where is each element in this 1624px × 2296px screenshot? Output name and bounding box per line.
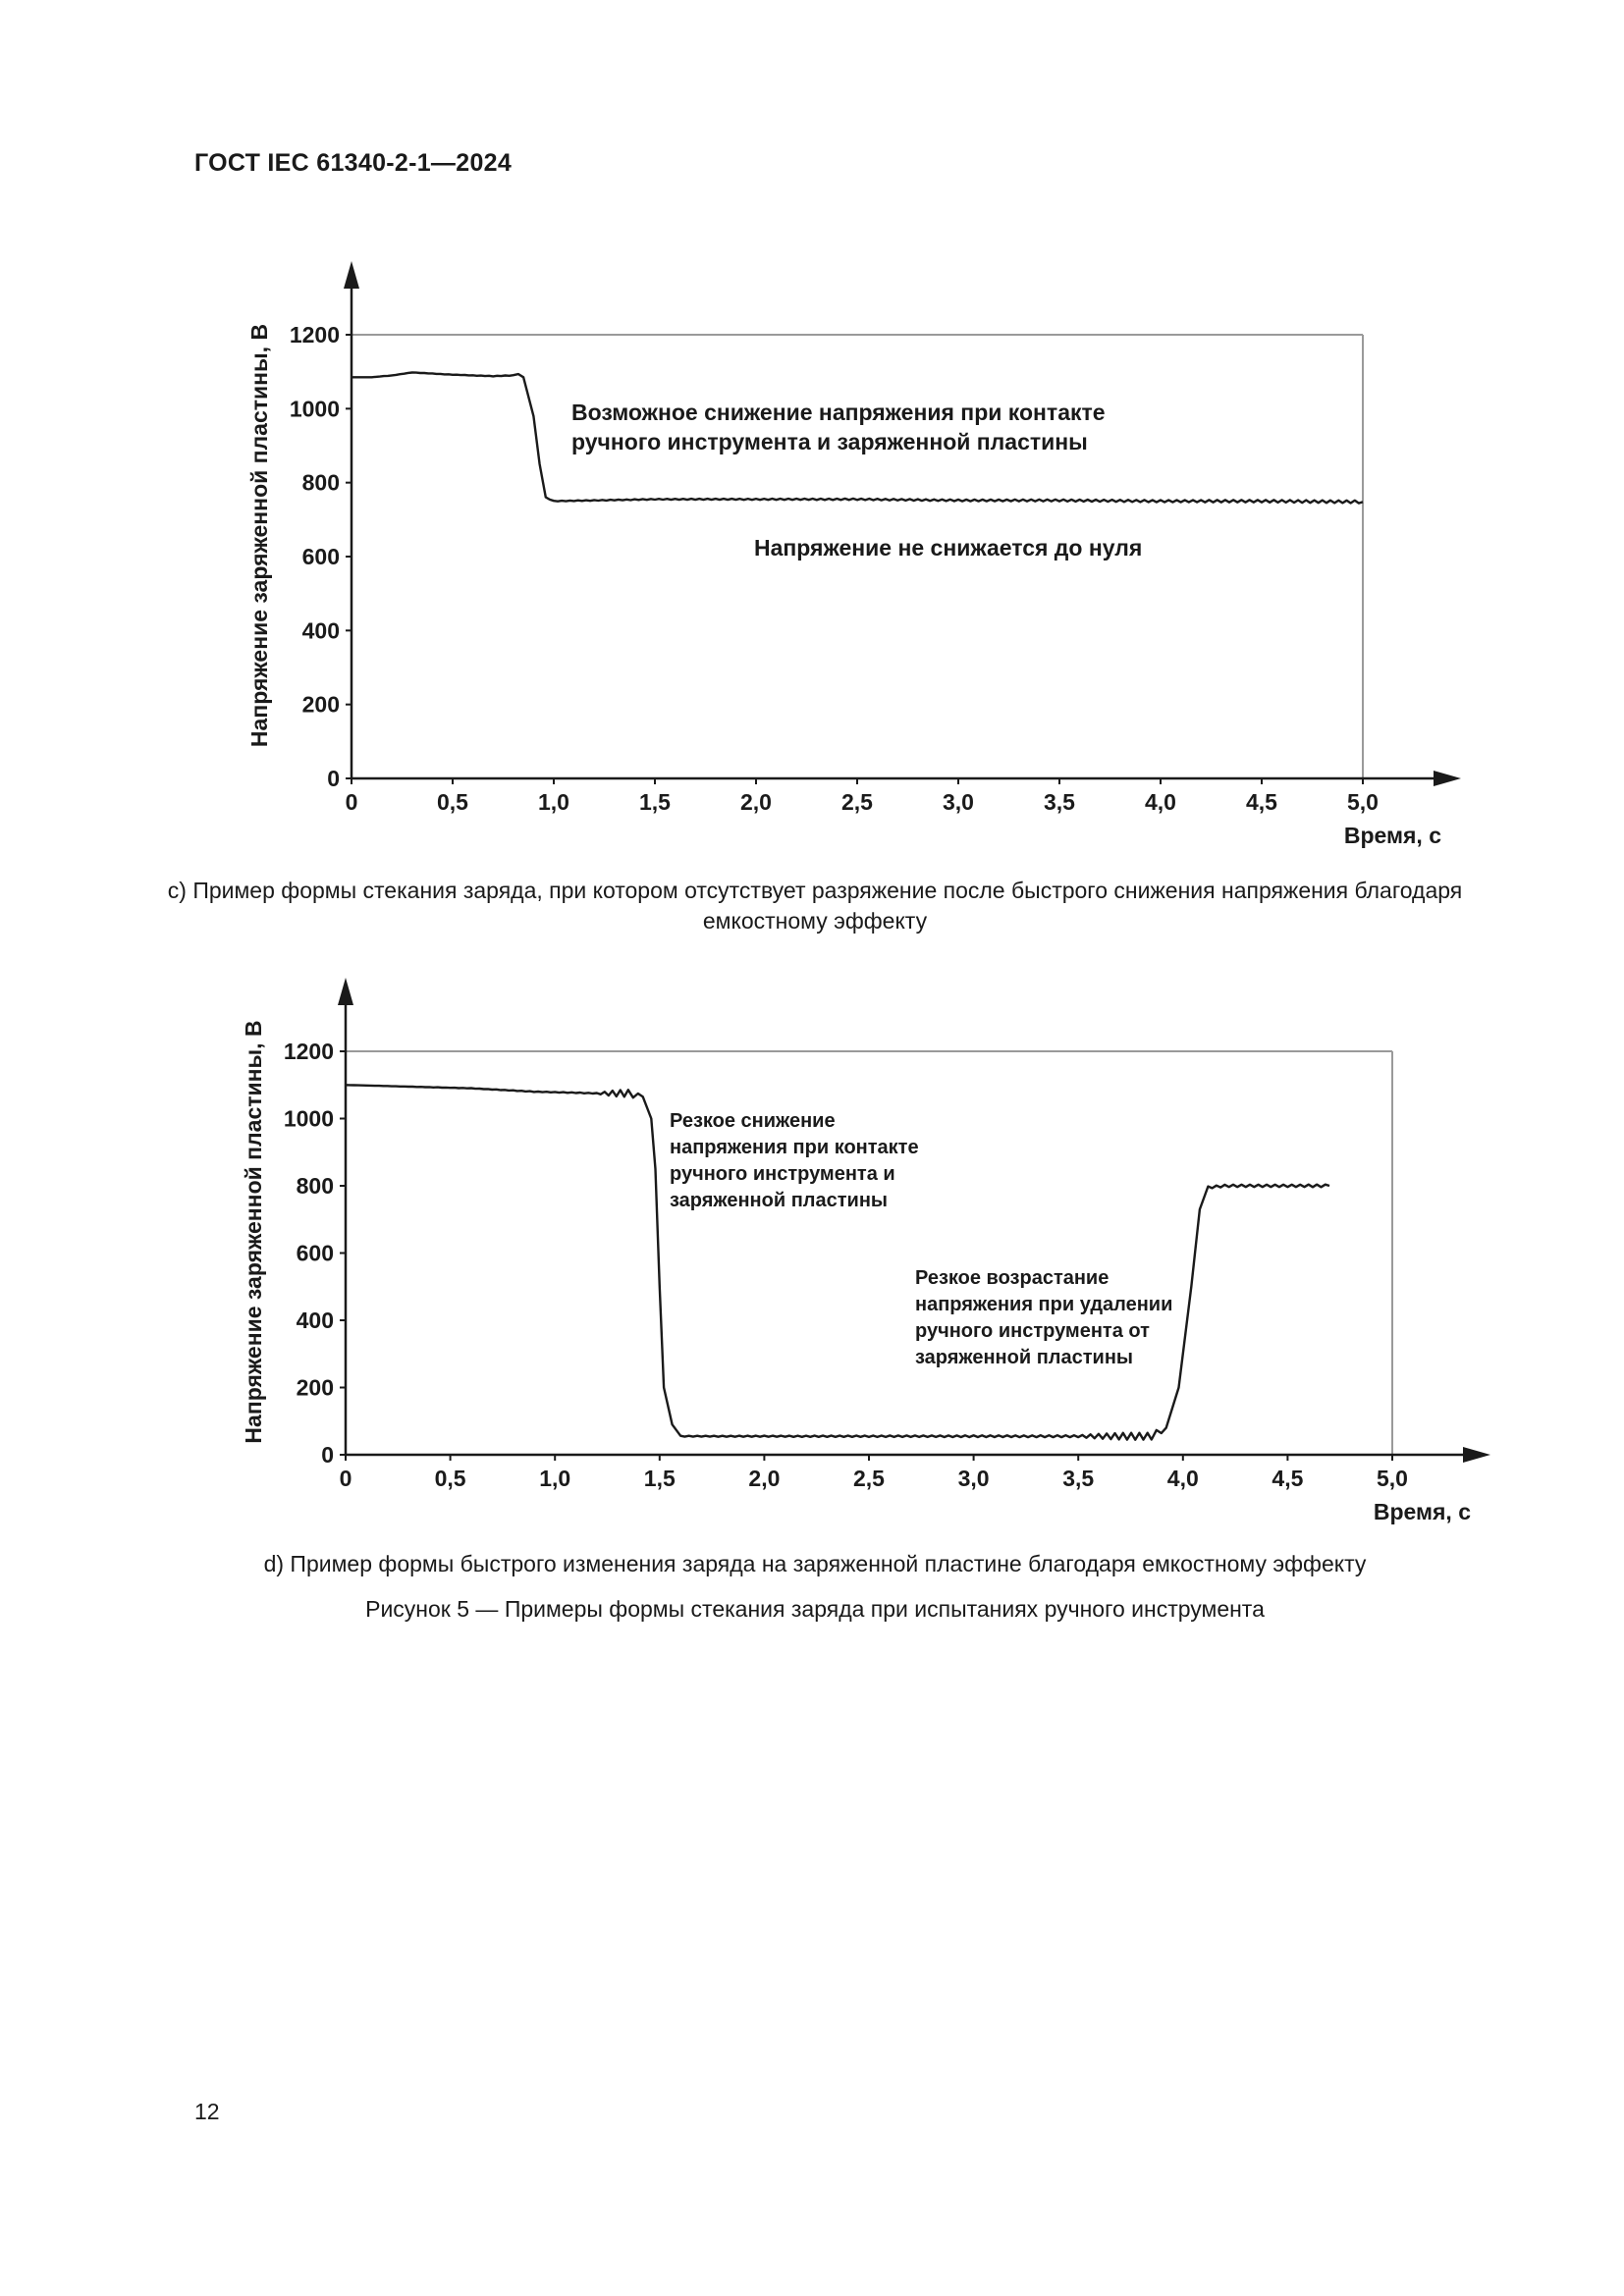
x-tick-label: 1,5 [639,789,671,815]
y-tick-label: 200 [301,691,340,718]
y-tick-label: 1200 [283,1039,334,1064]
x-tick-label: 2,5 [841,789,873,815]
x-tick-label: 4,0 [1145,789,1176,815]
y-axis-arrow [338,978,353,1005]
x-tick-label: 3,0 [943,789,974,815]
x-axis-label: Время, с [1343,823,1441,848]
x-tick-label: 1,0 [538,789,569,815]
annotation-line: Возможное снижение напряжения при контакте [571,400,1106,425]
y-tick-label: 400 [301,617,340,644]
chart-d [0,972,1624,1541]
x-tick-label: 4,0 [1166,1466,1199,1491]
annotation-line: напряжения при удалении [915,1294,1173,1315]
y-axis-label: Напряжение заряженной пластины, В [246,323,272,748]
x-tick-label: 2,0 [748,1466,781,1491]
annotation-line: заряженной пластины [670,1190,888,1211]
x-tick-label: 5,0 [1347,789,1379,815]
y-tick-label: 600 [301,544,340,569]
x-tick-label: 1,0 [539,1466,571,1491]
annotation-line: Резкое снижение [670,1110,836,1132]
x-axis-arrow [1434,771,1461,786]
y-axis-label: Напряжение заряженной пластины, В [241,1020,266,1444]
y-tick-label: 200 [296,1374,334,1401]
x-axis-arrow [1463,1447,1490,1463]
chart-c [0,255,1624,864]
annotation-line: Напряжение не снижается до нуля [754,535,1143,561]
annotation-line: ручного инструмента и заряженной пластины [571,429,1088,454]
x-tick-label: 3,0 [957,1466,990,1491]
y-tick-label: 1000 [289,396,340,422]
annotation-line: ручного инструмента от [915,1320,1150,1342]
y-tick-label: 1000 [283,1105,334,1132]
x-tick-label: 2,0 [740,789,772,815]
y-tick-label: 1200 [289,322,340,347]
x-tick-label: 2,5 [853,1466,885,1491]
annotation-line: напряжения при контакте [670,1137,919,1158]
caption-c: c) Пример формы стекания заряда, при котором отсутствует разряжение после быстрого снижения напряжения благодаря емкостному эффекту [167,878,1463,934]
document-header: ГОСТ IEC 61340-2-1—2024 [194,149,513,177]
x-tick-label: 1,5 [643,1466,676,1491]
figure-title: Рисунок 5 — Примеры формы стекания заряда при испытаниях ручного инструмента [365,1596,1265,1622]
annotation-line: ручного инструмента и [670,1163,895,1185]
x-tick-label: 5,0 [1377,1466,1408,1491]
chart-c-svg [0,255,1624,864]
y-tick-label: 0 [327,766,340,791]
x-tick-label: 0 [345,789,358,815]
annotation-line: Резкое возрастание [915,1267,1110,1289]
caption-d: d) Пример формы быстрого изменения заряда на заряженной пластине благодаря емкостному эффекту [263,1551,1367,1576]
y-axis-arrow [344,261,359,289]
y-tick-label: 800 [301,469,340,496]
x-tick-label: 4,5 [1246,789,1277,815]
x-tick-label: 0 [339,1466,352,1491]
x-axis-label: Время, с [1373,1499,1471,1524]
x-tick-label: 4,5 [1272,1466,1304,1491]
page-number: 12 [194,2099,220,2124]
y-tick-label: 600 [296,1240,334,1266]
x-tick-label: 0,5 [437,789,468,815]
y-tick-label: 0 [321,1442,334,1468]
y-tick-label: 400 [296,1308,334,1333]
chart-d-svg [0,972,1624,1541]
y-tick-label: 800 [296,1173,334,1199]
annotation-line: заряженной пластины [915,1347,1133,1368]
x-tick-label: 0,5 [434,1466,466,1491]
x-tick-label: 3,5 [1062,1466,1095,1491]
x-tick-label: 3,5 [1044,789,1075,815]
